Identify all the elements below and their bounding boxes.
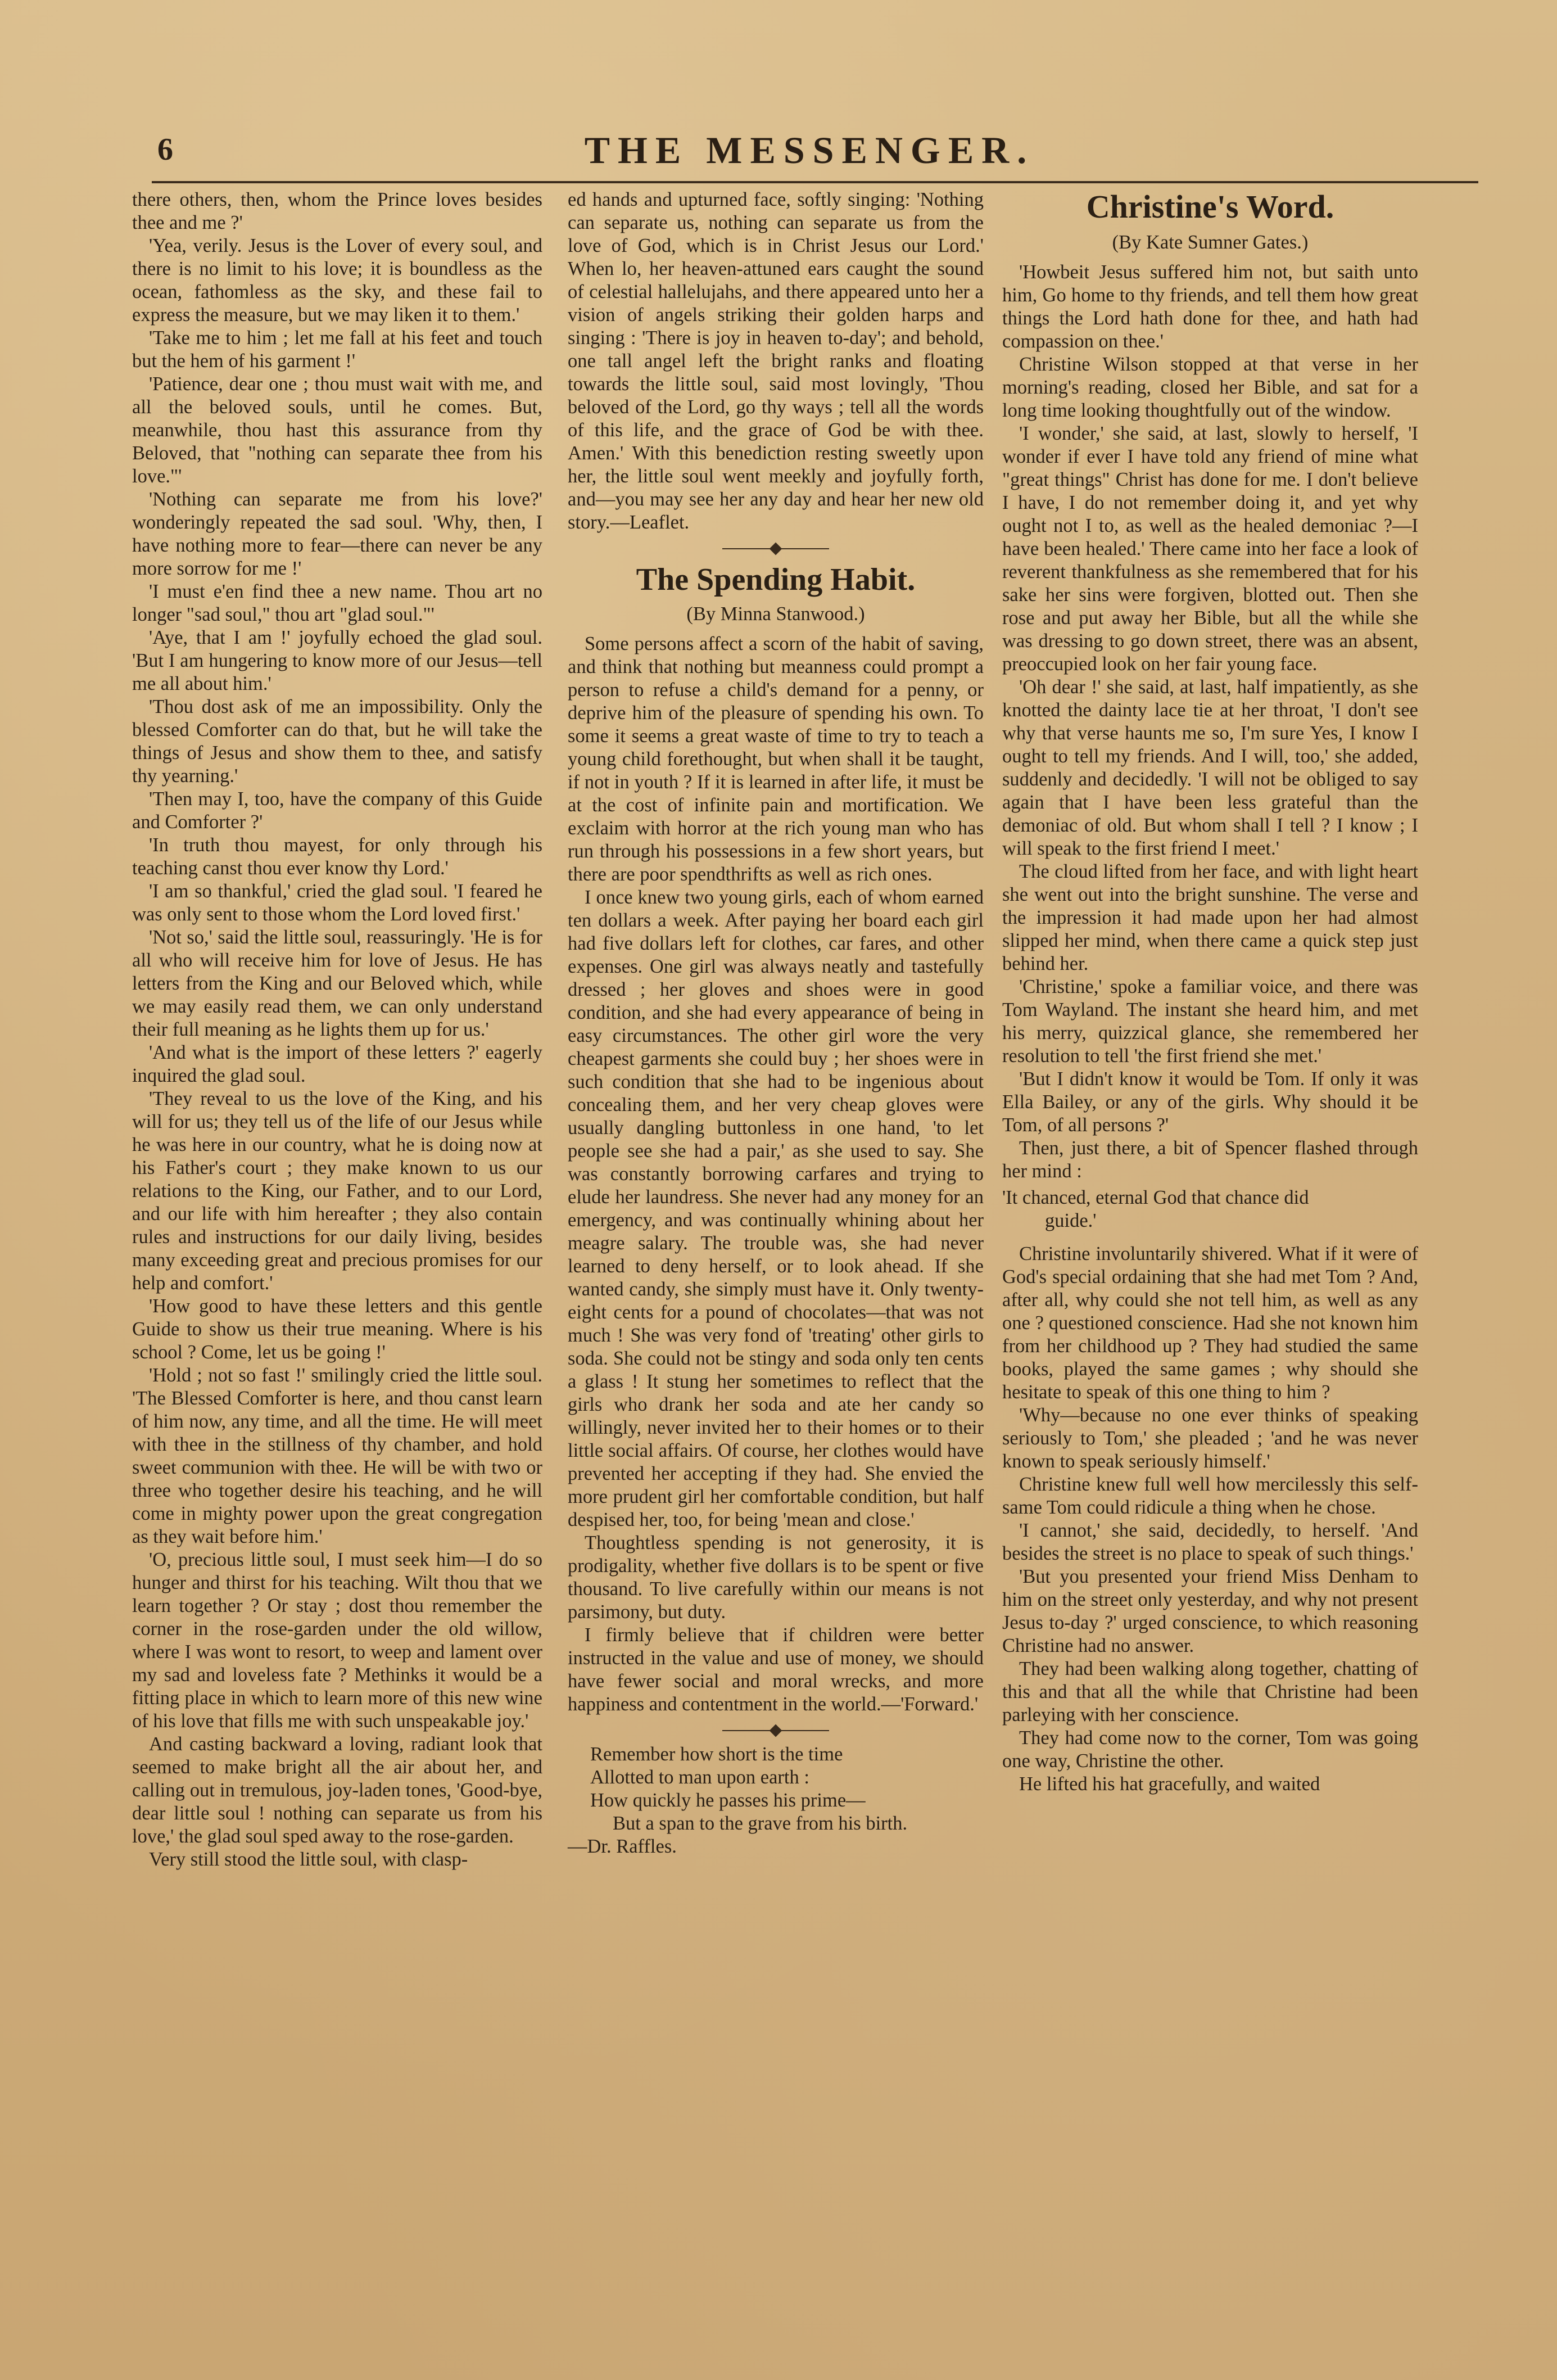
paragraph: And casting backward a loving, radiant look that seemed to make bright all the air about her, and calling out in tremulous, joy-laden tones, 'Good-bye, dear little soul ! nothing can separate us from his love,' the glad soul sped away to the rose-garden. — [132, 1733, 542, 1847]
page-header — [141, 128, 1478, 179]
poem-line: But a span to the grave from his birth. — [613, 1813, 908, 1834]
paragraph: 'Take me to him ; let me fall at his feet and touch but the hem of his garment !' — [132, 327, 542, 372]
poem-line: Allotted to man upon earth : — [590, 1767, 809, 1788]
page-number: 6 — [157, 132, 173, 167]
paragraph: ed hands and upturned face, softly singing: 'Nothing can separate us, nothing can separate us from the love of God, which is in Christ Jesus our Lord.' When lo, her heaven-attuned ears caught the sound of celestial hallelujahs, and there appeared unto her a vision of angels striking their golden harps and singing : 'There is joy in heaven to-day'; and behold, one tall angel left the bright ranks and floating towards the little soul, said most lovingly, 'Thou beloved of the Lord, go thy ways ; tell all the words of this life, and the grace of God be with thee. Amen.' With this benediction resting sweetly upon her, the little soul went meekly and joyfully forth, and—you may see her any day and hear her new old story.—Leaflet. — [568, 189, 984, 533]
paragraph: 'Aye, that I am !' joyfully echoed the glad soul. 'But I am hungering to know more of our Jesus—tell me all about him.' — [132, 627, 542, 694]
paragraph: 'And what is the import of these letters ?' eagerly inquired the glad soul. — [132, 1042, 542, 1086]
paragraph: 'They reveal to us the love of the King, and his will for us; they tell us of the life of our Jesus while he was here in our country, what he is doing now at his Father's court ; they make known to us our relations to the King, our Father, and to our Lord, and our life with him hereafter ; they also contain rules and instructions for our daily living, besides many exceeding great and precious promises for our help and comfort.' — [132, 1088, 542, 1294]
paragraph: The cloud lifted from her face, and with light heart she went out into the bright sunshine. The verse and the impression it had made upon her had almost slipped her mind, when there came a quick step just behind her. — [1002, 861, 1418, 974]
article-title-christines-word: Christine's Word. — [1086, 188, 1334, 225]
paragraph: 'Howbeit Jesus suffered him not, but saith unto him, Go home to thy friends, and tell them how great things the Lord hath done for thee, and hath had compassion on thee.' — [1002, 261, 1418, 352]
verse-quote — [1002, 1186, 1418, 1232]
paragraph: 'In truth thou mayest, for only through his teaching canst thou ever know thy Lord.' — [132, 834, 542, 879]
paragraph: They had been walking along together, chatting of this and that all the while that Christine had been parleying with her conscience. — [1002, 1658, 1418, 1726]
masthead-title: THE MESSENGER. — [584, 129, 1035, 171]
column-3 — [1002, 187, 1418, 1796]
paragraph: They had come now to the corner, Tom was going one way, Christine the other. — [1002, 1727, 1418, 1772]
paragraph: 'But I didn't know it would be Tom. If only it was Ella Bailey, or any of the girls. Why should it be Tom, of all persons ?' — [1002, 1068, 1418, 1136]
quote-line: guide.' — [1045, 1210, 1097, 1231]
byline: (By Minna Stanwood.) — [686, 603, 865, 625]
byline: (By Kate Sumner Gates.) — [1112, 232, 1309, 253]
paragraph: Christine involuntarily shivered. What if it were of God's special ordaining that she had met Tom ? And, after all, why could she not tell him, as well as any one ? questioned conscience. Had she not known him from her childhood up ? They had studied the same books, played the same games ; why should she hesitate to speak of this one thing to him ? — [1002, 1243, 1418, 1403]
paragraph: I firmly believe that if children were better instructed in the value and use of money, we should have fewer social and moral wrecks, and more happiness and contentment in the world.—'Forward.' — [568, 1624, 984, 1715]
paragraph: 'Why—because no one ever thinks of speaking seriously to Tom,' she pleaded ; 'and he was never known to speak seriously himself.' — [1002, 1404, 1418, 1472]
column-1 — [132, 188, 542, 1871]
paragraph: 'Christine,' spoke a familiar voice, and there was Tom Wayland. The instant she heard him, and met his merry, quizzical glance, she remembered her resolution to tell 'the first friend she met.' — [1002, 976, 1418, 1067]
poem-line: Remember how short is the time — [590, 1744, 843, 1765]
paragraph: 'Yea, verily. Jesus is the Lover of every soul, and there is no limit to his love; it is boundless as the ocean, fathomless as the sky, and these fail to express the measure, but we may liken it to them.' — [132, 235, 542, 326]
paragraph: 'O, precious little soul, I must seek him—I do so hunger and thirst for his teaching. Wilt thou that we learn together ? Or stay ; dost thou remember the corner in the rose-garden under the old willow, where I was wont to resort, to weep and lament over my sad and loveless fate ? Methinks it would be a fitting place in which to learn more of this new wine of his love that fills me with such unspeakable joy.' — [132, 1549, 542, 1732]
paragraph: 'How good to have these letters and this gentle Guide to show us their true meaning. Where is his school ? Come, let us be going !' — [132, 1295, 542, 1363]
paragraph: 'Patience, dear one ; thou must wait with me, and all the beloved souls, until he comes. But, meanwhile, thou hast this assurance from thy Beloved, that "nothing can separate thee from his love."' — [132, 373, 542, 487]
quote-line: 'It chanced, eternal God that chance did — [1002, 1187, 1309, 1208]
paragraph: Thoughtless spending is not generosity, it is prodigality, whether five dollars is to be spent or five thousand. To live carefully within our means is not parsimony, but duty. — [568, 1532, 984, 1623]
paragraph: 'I am so thankful,' cried the glad soul. 'I feared he was only sent to those whom the Lord loved first.' — [132, 880, 542, 925]
paragraph: 'Oh dear !' she said, at last, half impatiently, as she knotted the dainty lace tie at her throat, 'I don't see why that verse haunts me so, I'm sure Yes, I know I ought to tell my friends. And I will, too,' she added, suddenly and decidedly. 'I will not be obliged to say again that I have been less grateful than the demoniac of old. But whom shall I tell ? I know ; I will speak to the first friend I meet.' — [1002, 676, 1418, 859]
paragraph: Then, just there, a bit of Spencer flashed through her mind : — [1002, 1137, 1418, 1182]
section-divider — [722, 1724, 829, 1737]
header-rule — [152, 181, 1478, 183]
paragraph: there others, then, whom the Prince loves besides thee and me ?' — [132, 189, 542, 233]
column-2 — [568, 188, 984, 1858]
paragraph: 'Thou dost ask of me an impossibility. Only the blessed Comforter can do that, but he will take the things of Jesus and show them to thee, and satisfy thy yearning.' — [132, 696, 542, 787]
paragraph: 'I cannot,' she said, decidedly, to herself. 'And besides the street is no place to speak of such things.' — [1002, 1520, 1418, 1564]
paragraph: 'Then may I, too, have the company of this Guide and Comforter ?' — [132, 788, 542, 833]
paragraph: I once knew two young girls, each of whom earned ten dollars a week. After paying her board each girl had five dollars left for clothes, car fares, and other expenses. One girl was always neatly and tastefully dressed ; her gloves and shoes were in good condition, and she had every appearance of being in easy circumstances. The other girl wore the very cheapest garments she could buy ; her shoes were in such condition that she had to be ingenious about concealing them, and her very cheap gloves were usually dangling buttonless in one hand, 'to let people see she had a pair,' as she used to say. She was constantly borrowing carfares and trying to elude her laundress. She never had any money for an emergency, and was continually whining about her meagre salary. The trouble was, she had never learned to deny herself, or to look ahead. If she wanted candy, she simply must have it. Only twenty-eight cents for a pound of chocolates—that was not much ! She was very fond of 'treating' other girls to soda. She could not be stingy and soda only ten cents a glass ! It stung her sometimes to reflect that the girls who drank her soda and ate her candy so willingly, never invited her to their homes or to their little social affairs. Of course, her clothes would have prevented her accepting if they had. She envied the more prudent girl her comfortable condition, but half despised her, too, for being 'mean and close.' — [568, 887, 984, 1530]
paragraph: 'Hold ; not so fast !' smilingly cried the little soul. 'The Blessed Comforter is here, and thou canst learn of him now, any time, and all the time. He will meet with thee in the stillness of thy chamber, and hold sweet communion with thee. He will be with two or three who together desire his teaching, and he will come in mighty power upon the great congregation as they wait before him.' — [132, 1365, 542, 1547]
paragraph: Christine Wilson stopped at that verse in her morning's reading, closed her Bible, and sat for a long time looking thoughtfully out of the window. — [1002, 354, 1418, 421]
paragraph: 'I wonder,' she said, at last, slowly to herself, 'I wonder if ever I have told any friend of mine what "great things" Christ has done for me. I don't believe I have, I do not remember doing it, and yet why ought not I to, as well as the healed demoniac ?—I have been healed.' There came into her face a look of reverent thankfulness as she remembered that for his sake her sins were forgiven, blotted out. Then she rose and put away her Bible, but all the while she was dressing to go down street, there was an absent, preoccupied look on her fair young face. — [1002, 423, 1418, 675]
paragraph: He lifted his hat gracefully, and waited — [1019, 1773, 1320, 1795]
paragraph: Christine knew full well how mercilessly this self-same Tom could ridicule a thing when he chose. — [1002, 1474, 1418, 1518]
section-divider — [722, 542, 829, 556]
paragraph: 'Nothing can separate me from his love?' wonderingly repeated the sad soul. 'Why, then, I have nothing more to fear—there can never be any more sorrow for me !' — [132, 489, 542, 579]
poem-attribution: —Dr. Raffles. — [568, 1836, 677, 1857]
paragraph: Very still stood the little soul, with clasp- — [149, 1849, 468, 1870]
article-title-spending-habit: The Spending Habit. — [636, 562, 916, 597]
paragraph: 'Not so,' said the little soul, reassuringly. 'He is for all who will receive him for love of Jesus. He has letters from the King and our Beloved which, while we may easily read them, we can only understand their full meaning as he lights them up for us.' — [132, 927, 542, 1040]
paragraph: Some persons affect a scorn of the habit of saving, and think that nothing but meanness could prompt a person to refuse a child's demand for a penny, or deprive him of the pleasure of spending his own. To some it seems a great waste of time to try to teach a young child forethought, but when shall it be taught, if not in youth ? If it is learned in after life, it must be at the cost of infinite pain and mortification. We exclaim with horror at the rich young man who has run through his possessions in a few short years, but there are poor spendthrifts as well as rich ones. — [568, 633, 984, 885]
poem — [568, 1743, 984, 1858]
paragraph: 'But you presented your friend Miss Denham to him on the street only yesterday, and why not present Jesus to-day ?' urged conscience, to which reasoning Christine had no answer. — [1002, 1566, 1418, 1656]
paragraph: 'I must e'en find thee a new name. Thou art no longer "sad soul," thou art "glad soul."' — [132, 581, 542, 625]
poem-line: How quickly he passes his prime— — [590, 1790, 866, 1811]
